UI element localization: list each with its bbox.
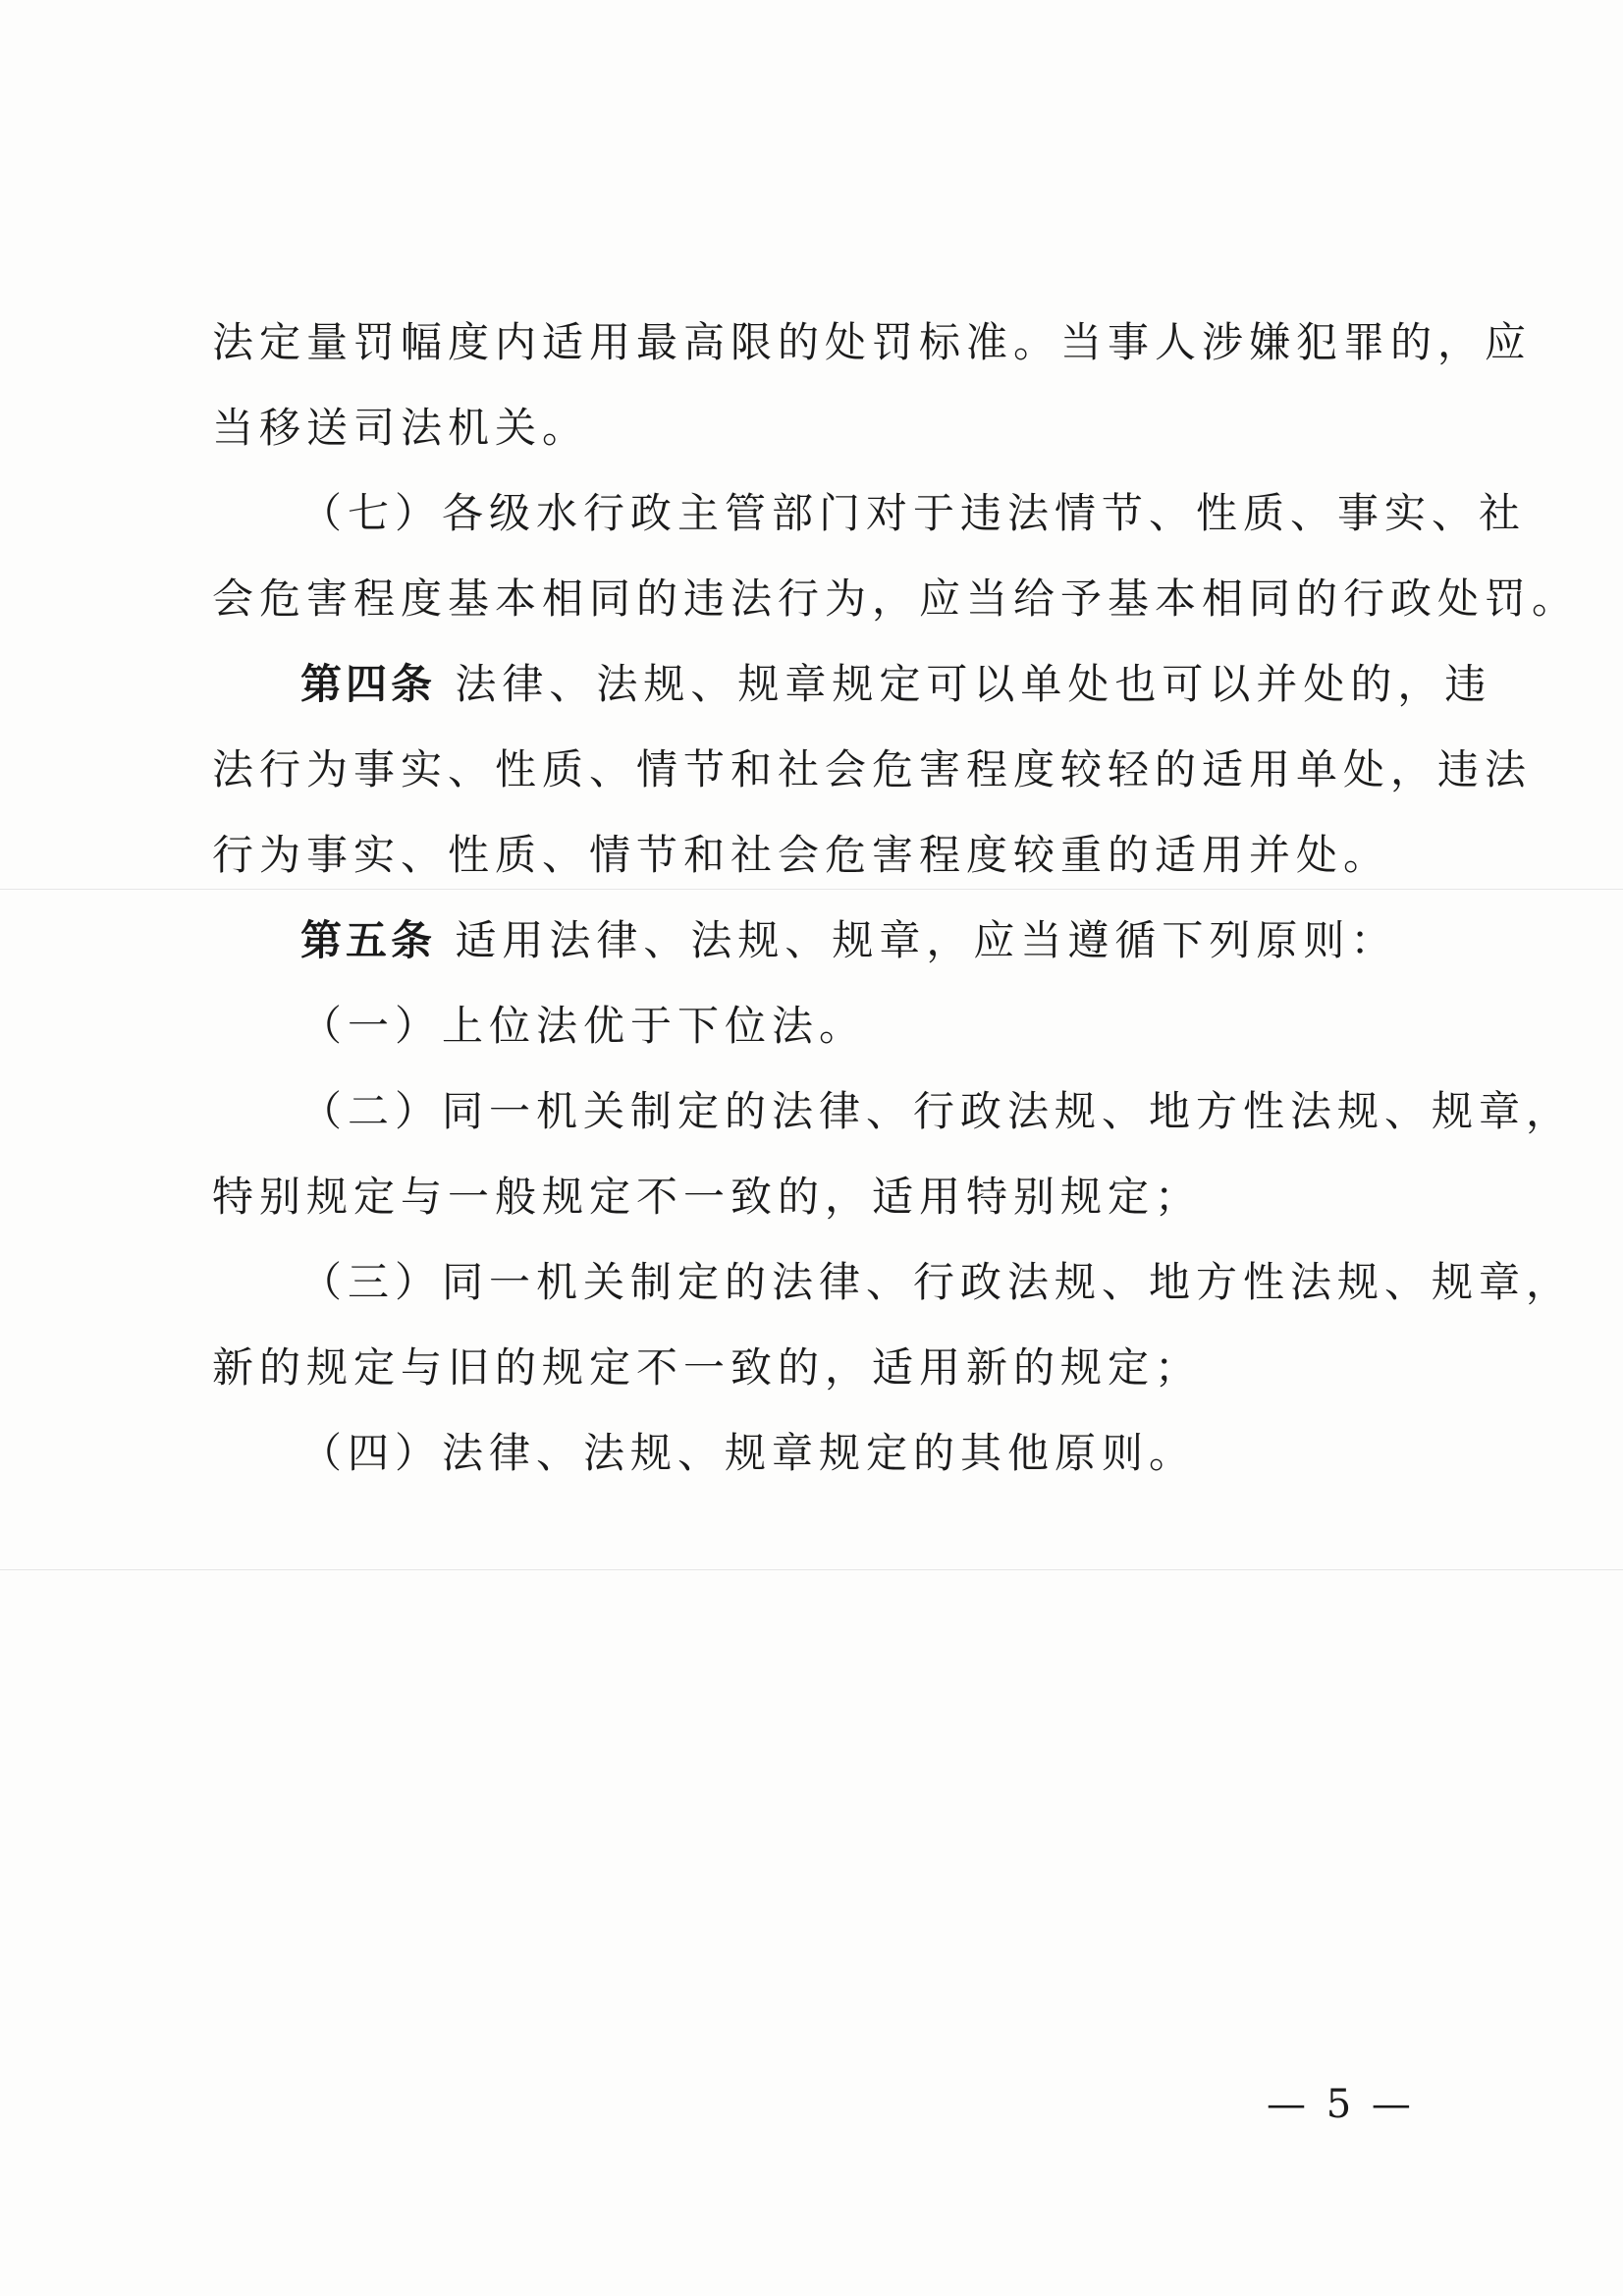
text-line: （三）同一机关制定的法律、行政法规、地方性法规、规章， <box>300 1258 1574 1306</box>
text-line: （一）上位法优于下位法。 <box>300 1002 867 1050</box>
page-number: — 5 — <box>1267 2082 1415 2127</box>
text-line: 法行为事实、性质、情节和社会危害程度较轻的适用单处，违法 <box>212 745 1533 793</box>
document-body <box>212 300 1580 1496</box>
text-line: 行为事实、性质、情节和社会危害程度较重的适用并处。 <box>212 831 1391 879</box>
paragraph-item-7 <box>212 470 1580 641</box>
text-line: 法定量罚幅度内适用最高限的处罚标准。当事人涉嫌犯罪的，应 <box>212 318 1533 366</box>
article-label: 第五条 <box>300 916 437 964</box>
principle-item-3 <box>212 1239 1574 1410</box>
text-line: 当移送司法机关。 <box>212 404 590 452</box>
text-line: （二）同一机关制定的法律、行政法规、地方性法规、规章， <box>300 1087 1574 1135</box>
text-line: （四）法律、法规、规章规定的其他原则。 <box>300 1429 1197 1477</box>
article-label: 第四条 <box>300 660 437 708</box>
article-5 <box>212 898 1430 983</box>
paragraph-continuation <box>212 300 1533 470</box>
text-line: 适用法律、法规、规章，应当遵循下列原则： <box>455 916 1398 964</box>
principle-item-1 <box>212 983 1430 1068</box>
principle-item-4 <box>212 1410 1430 1496</box>
text-line: （七）各级水行政主管部门对于违法情节、性质、事实、社 <box>300 489 1527 537</box>
text-line: 新的规定与旧的规定不一致的，适用新的规定； <box>212 1343 1203 1392</box>
text-line: 会危害程度基本相同的违法行为，应当给予基本相同的行政处罚。 <box>212 574 1580 623</box>
article-4 <box>212 641 1533 898</box>
scan-artifact-line <box>0 1569 1623 1570</box>
text-line: 法律、法规、规章规定可以单处也可以并处的，违 <box>455 660 1492 708</box>
text-line: 特别规定与一般规定不一致的，适用特别规定； <box>212 1173 1203 1221</box>
principle-item-2 <box>212 1068 1574 1239</box>
